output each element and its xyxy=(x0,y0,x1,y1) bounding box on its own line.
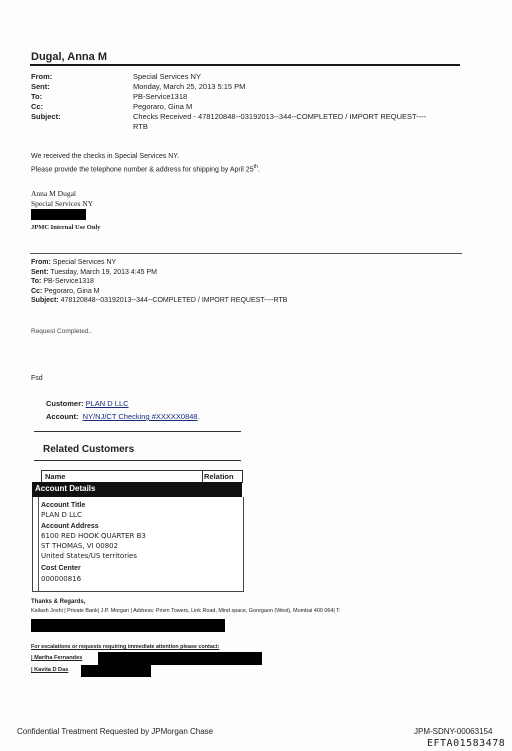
header-rule xyxy=(30,64,460,66)
account-row xyxy=(46,412,200,421)
account-details-panel xyxy=(32,497,244,592)
signature-department: Special Services NY xyxy=(31,199,94,208)
email2-to-value: PB-Service1318 xyxy=(43,278,94,285)
email2-to-row xyxy=(31,277,287,287)
email2-to-label: To: xyxy=(31,278,42,285)
account-title-label: Account Title xyxy=(41,502,86,509)
subject-value-line2: RTB xyxy=(133,122,148,131)
email2-sent-value: Tuesday, March 19, 2013 4:45 PM xyxy=(50,268,157,276)
bates-number: JPM-SDNY-00063154 xyxy=(414,727,493,736)
email2-from-label: From: xyxy=(31,259,51,266)
account-details-header xyxy=(32,482,242,497)
email2-cc-label: Cc: xyxy=(31,287,43,295)
escalation-text: For escalations or requests requiring immediate attention please contact: xyxy=(31,644,220,650)
contact-1: | Martha Fernandes xyxy=(31,655,83,661)
body-line-2 xyxy=(31,164,260,173)
related-customers-heading: Related Customers xyxy=(43,444,135,455)
to-value: PB-Service1318 xyxy=(133,92,188,101)
heading-underline xyxy=(34,460,241,461)
redaction-box xyxy=(31,619,225,632)
email1-labels xyxy=(31,72,61,122)
email2-subject-value: 478120848--03192013--344--COMPLETED / IMPORT REQUEST----RTB xyxy=(60,297,288,304)
customer-row xyxy=(46,399,129,408)
to-label: To: xyxy=(31,92,43,101)
from-label: From: xyxy=(31,72,53,81)
address-line-3: United States/US territories xyxy=(41,552,137,560)
signature-name: Anna M Dugal xyxy=(31,189,76,198)
email2-subject-row xyxy=(31,296,287,306)
sent-value: Monday, March 25, 2013 5:15 PM xyxy=(133,82,246,91)
subject-value-line1: Checks Received - 478120848--03192013--344--COMPLETED / IMPORT REQUEST---- xyxy=(133,112,427,121)
email2-from-value: Special Services NY xyxy=(52,259,117,266)
body-line-2-superscript: th xyxy=(253,164,258,170)
sender-name-heading: Dugal, Anna M xyxy=(31,51,107,63)
redaction-box xyxy=(98,652,262,665)
signature-line: Kailash Joshi | Private Bank| J.P. Morgan | Address: Prism Towers, Link Road, Mind space, Goregaon (West), Mumbai 400 064| T: xyxy=(31,608,341,614)
contact-2-name: Kavita D Das xyxy=(34,667,69,673)
account-suffix: . xyxy=(197,412,200,421)
account-address-label: Account Address xyxy=(41,523,99,530)
classification-label: JPMC Internal Use Only xyxy=(31,224,101,231)
email-divider xyxy=(30,253,462,254)
account-title-value: PLAN D LLC xyxy=(41,511,82,519)
body-line-2-period: . xyxy=(257,166,260,174)
email2-cc-value: Pegoraro, Gina M xyxy=(44,287,100,295)
thanks-text: Thanks & Regards, xyxy=(31,599,86,605)
redaction-box xyxy=(31,209,86,220)
cost-center-label: Cost Center xyxy=(41,565,81,572)
email1-values xyxy=(133,72,463,132)
cc-label: Cc: xyxy=(31,102,44,111)
account-label: Account: xyxy=(46,412,79,421)
email2-cc-row xyxy=(31,287,287,297)
contact-1-name: Martha Fernandes xyxy=(34,655,83,661)
address-line-1: 6100 RED HOOK QUARTER B3 xyxy=(41,532,146,540)
body-line-1: We received the checks in Special Services NY. xyxy=(31,153,179,160)
cc-value: Pegoraro, Gina M xyxy=(133,102,193,111)
email2-sent-row xyxy=(31,268,287,278)
confidential-footer: Confidential Treatment Requested by JPMorgan Chase xyxy=(17,727,214,736)
panel-inner-border xyxy=(38,497,39,591)
section-divider xyxy=(34,431,241,432)
redaction-box xyxy=(81,665,151,677)
subject-label: Subject: xyxy=(31,112,61,121)
cost-center-value: 000000816 xyxy=(41,575,82,583)
request-completed-text: Request Completed.. xyxy=(31,328,93,335)
body-line-2-text: Please provide the telephone number & address for shipping by April 25 xyxy=(31,166,254,174)
from-value: Special Services NY xyxy=(133,72,201,81)
email2-sent-label: Sent: xyxy=(31,268,49,276)
customer-label: Customer: xyxy=(46,399,84,408)
account-link[interactable]: NY/NJ/CT Checking #XXXXX0848 xyxy=(82,412,198,421)
column-separator xyxy=(202,471,203,482)
sent-label: Sent: xyxy=(31,82,50,91)
contact-2: | Kavita D Das xyxy=(31,667,69,673)
fsd-text: Fsd xyxy=(31,375,43,382)
email2-header xyxy=(31,258,287,306)
email2-from-row xyxy=(31,258,287,268)
customer-link[interactable]: PLAN D LLC xyxy=(85,399,129,408)
name-column-header: Name xyxy=(45,472,66,481)
efta-number: EFTA01583478 xyxy=(427,738,506,749)
address-line-2: ST THOMAS, VI 00802 xyxy=(41,542,119,550)
account-details-heading: Account Details xyxy=(35,484,96,493)
relation-column-header: Relation xyxy=(204,472,234,481)
email2-subject-label: Subject: xyxy=(31,297,59,304)
